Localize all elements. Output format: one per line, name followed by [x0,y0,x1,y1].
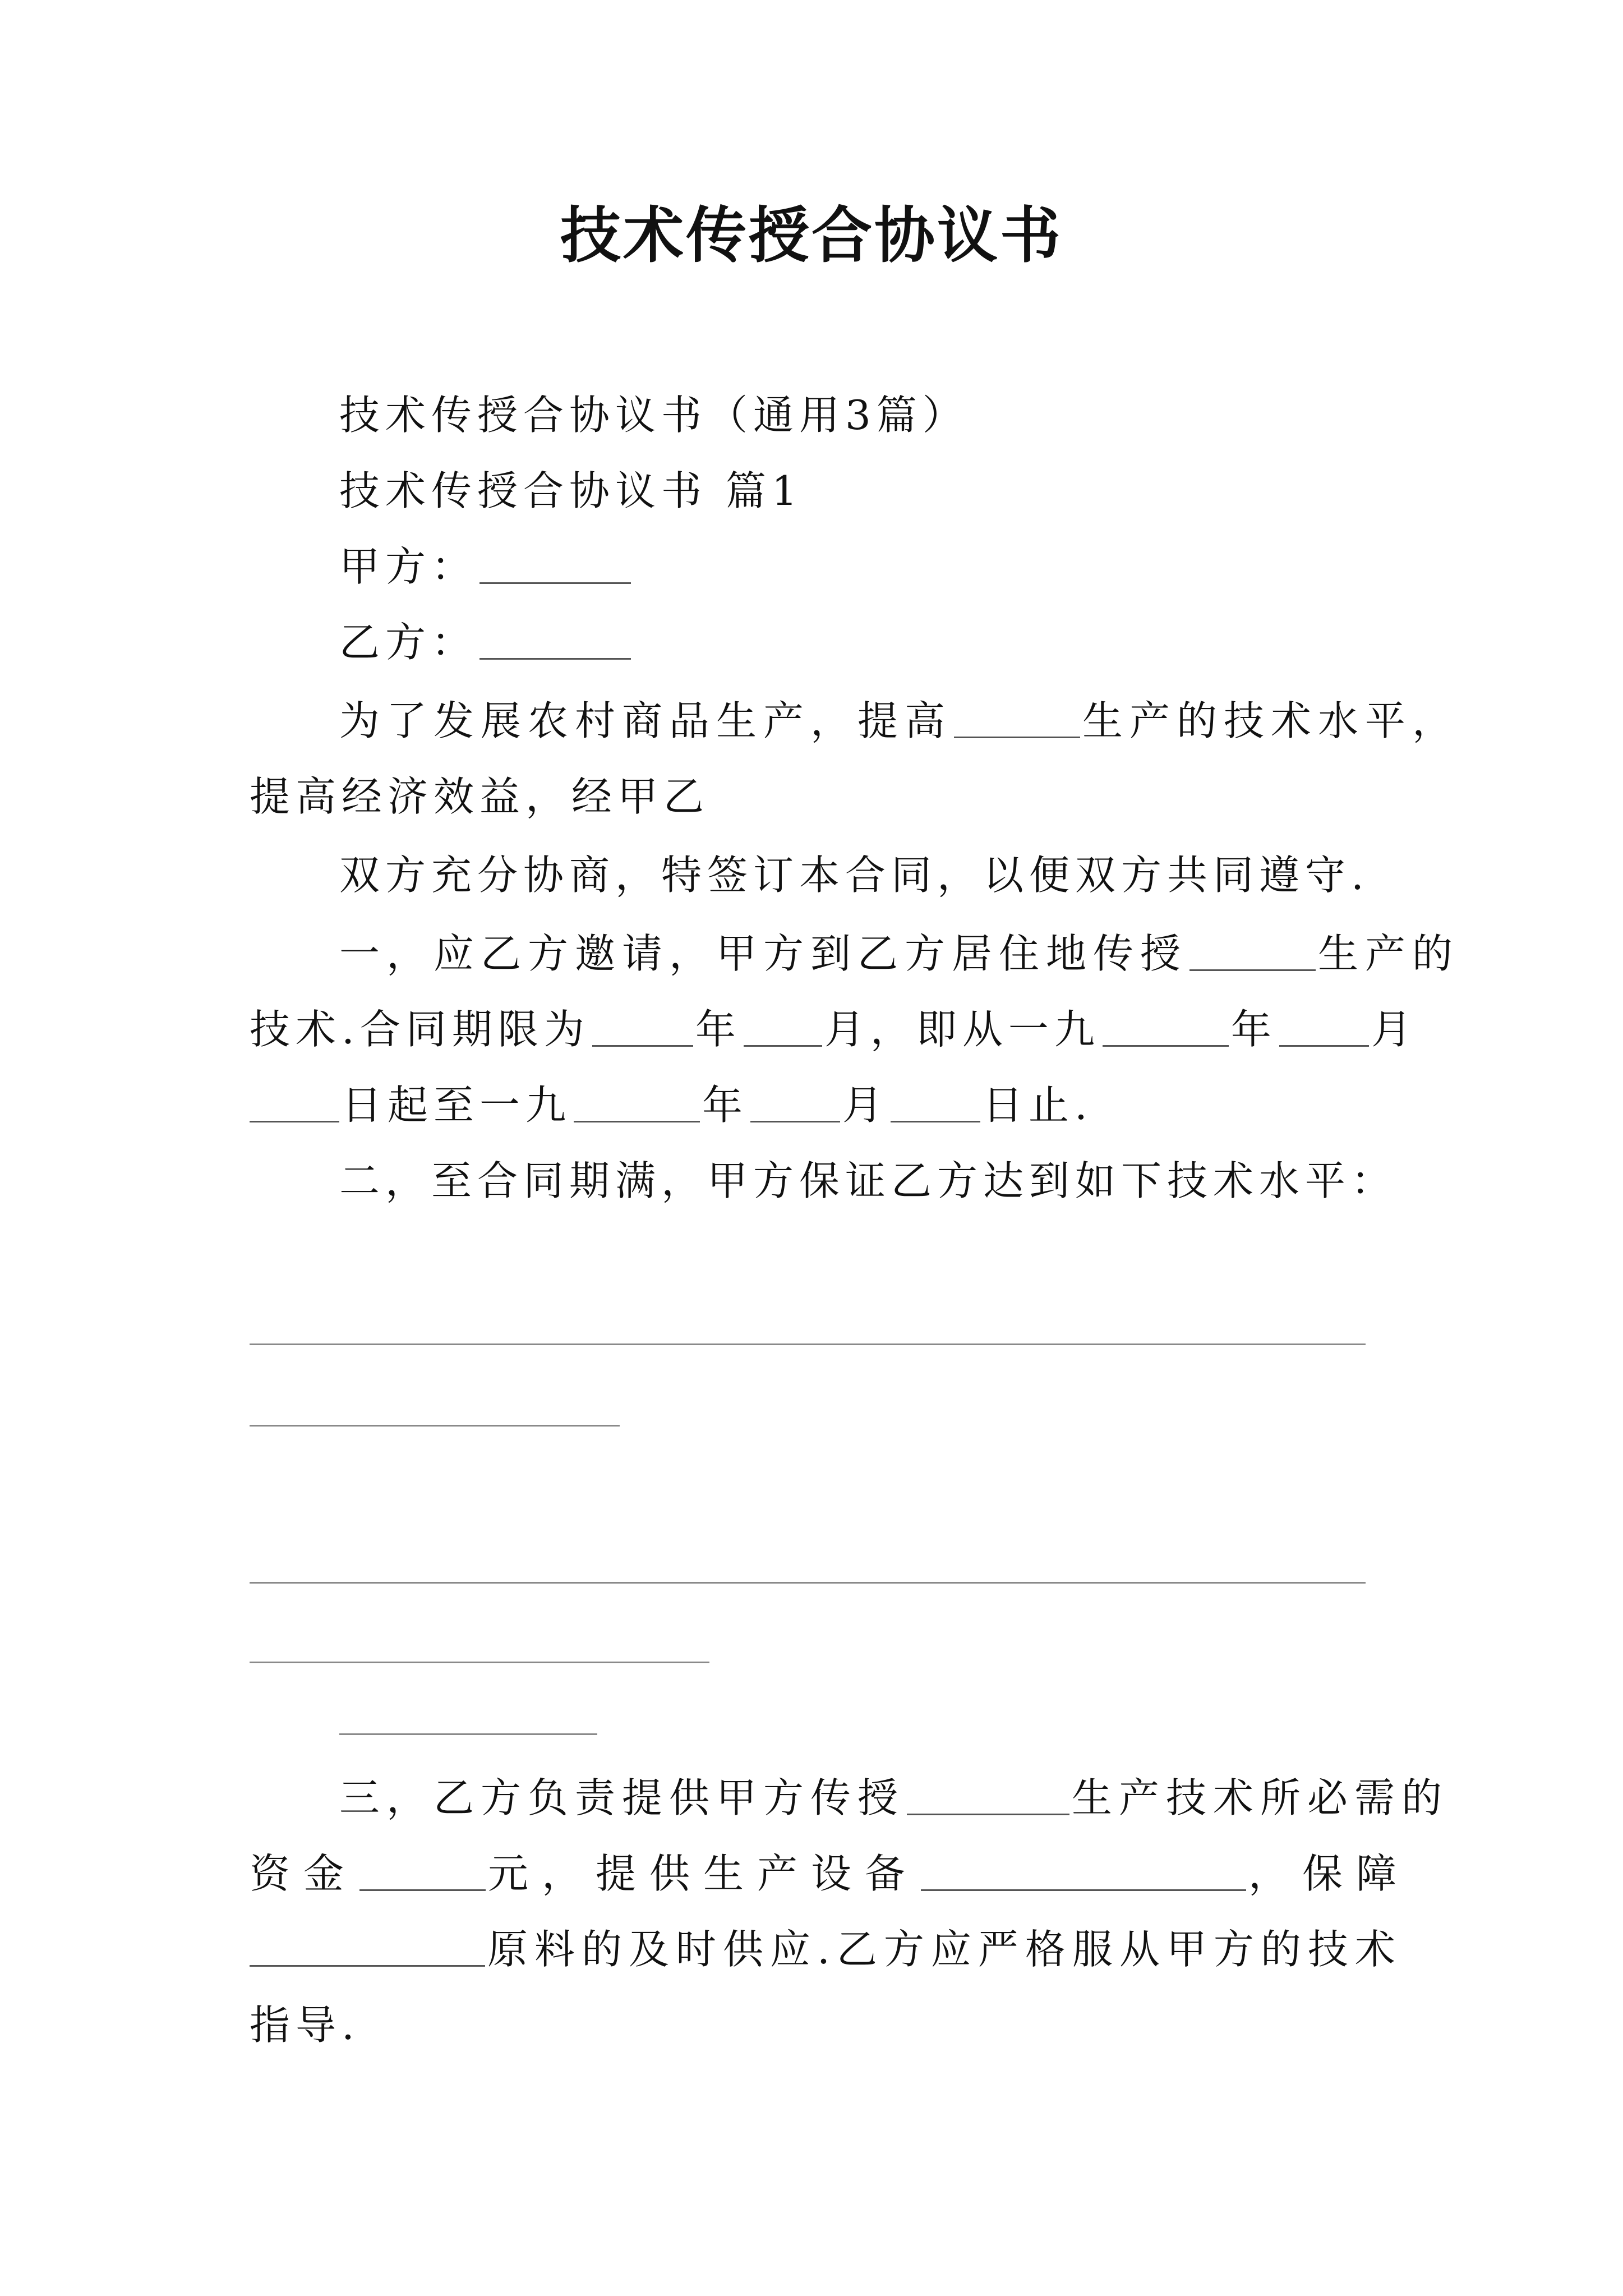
clause-1-blank-4 [1103,1006,1229,1047]
clause-1-text-3b: 年 [702,1082,749,1129]
clause-1-text-2d: 年 [1230,1006,1277,1053]
clause-3-blank-2 [359,1850,486,1891]
clause-3-line-2 [250,1843,1410,1904]
party-a-label: 甲方： [339,543,478,590]
clause-3-blank-3 [921,1850,1246,1891]
intro-text-1a: 为了发展农村商品生产，提高 [339,697,952,744]
clause-1-blank-8 [750,1082,840,1122]
clause-1-blank-6 [250,1082,339,1122]
clause-1-blank-9 [891,1082,980,1122]
clause-3-line-1 [339,1767,1449,1829]
fill-in-rule [250,1662,709,1663]
document-title: 技术传授合协议书 [560,200,1063,271]
clause-1-line-1 [339,923,1459,984]
clause-3-text-1a: 三，乙方负责提供甲方传授 [339,1774,905,1821]
clause-3-text-2b: 元，提供生产设备 [488,1850,919,1897]
intro-line-2: 提高经济效益，经甲乙 [250,773,710,820]
clause-1-blank-5 [1279,1006,1369,1047]
clause-3-blank-1 [907,1774,1069,1815]
fill-in-rule [250,1343,1366,1345]
party-a-blank [479,543,631,584]
section-heading: 技术传授合协议书 篇1 [339,467,803,514]
fill-in-rule [250,1582,1366,1584]
clause-3-line-3 [250,1918,1402,1980]
intro-blank-1 [954,697,1080,738]
intro-line-1 [339,690,1459,752]
clause-1-text-2e: 月 [1371,1006,1417,1053]
clause-3-text-3: 原料的及时供应.乙方应严格服从甲方的技术 [487,1926,1402,1973]
document-subtitle: 技术传授合协议书（通用3篇） [339,392,969,439]
clause-3-line-4: 指导. [250,2001,360,2049]
clause-1-text-1a: 一，应乙方邀请，甲方到乙方居住地传授 [339,930,1188,977]
clause-1-text-2c: 月，即从一九 [824,1006,1100,1053]
clause-3-text-2c: ，保障 [1248,1850,1410,1897]
clause-1-blank-1 [1189,930,1316,971]
party-b-blank [479,619,631,660]
clause-3-text-1b: 生产技术所必需的 [1072,1774,1449,1821]
clause-1-text-3c: 月 [842,1082,889,1129]
clause-1-blank-3 [744,1006,822,1047]
party-b-label: 乙方： [339,619,478,666]
party-b-line [339,611,633,673]
intro-line-3: 双方充分协商，特签订本合同，以便双方共同遵守. [339,852,1370,899]
clause-1-text-1b: 生产的 [1318,930,1460,977]
clause-1-text-2b: 年 [695,1006,741,1053]
clause-2-line-1: 二，至合同期满，甲方保证乙方达到如下技术水平： [339,1157,1398,1204]
party-a-line [339,536,633,597]
clause-1-blank-7 [574,1082,700,1122]
intro-text-1b: 生产的技术水平， [1082,697,1460,744]
clause-1-blank-2 [592,1006,693,1047]
clause-3-text-2a: 资金 [250,1850,358,1897]
fill-in-rule [339,1733,597,1735]
clause-3-blank-4 [250,1926,485,1967]
clause-1-text-2a: 技术.合同期限为 [250,1006,590,1053]
clause-1-text-3a: 日起至一九 [342,1082,572,1129]
clause-1-line-2 [250,999,1417,1060]
clause-1-line-3 [250,1074,1093,1136]
clause-1-text-3d: 日止. [983,1082,1093,1129]
fill-in-rule [250,1425,620,1427]
